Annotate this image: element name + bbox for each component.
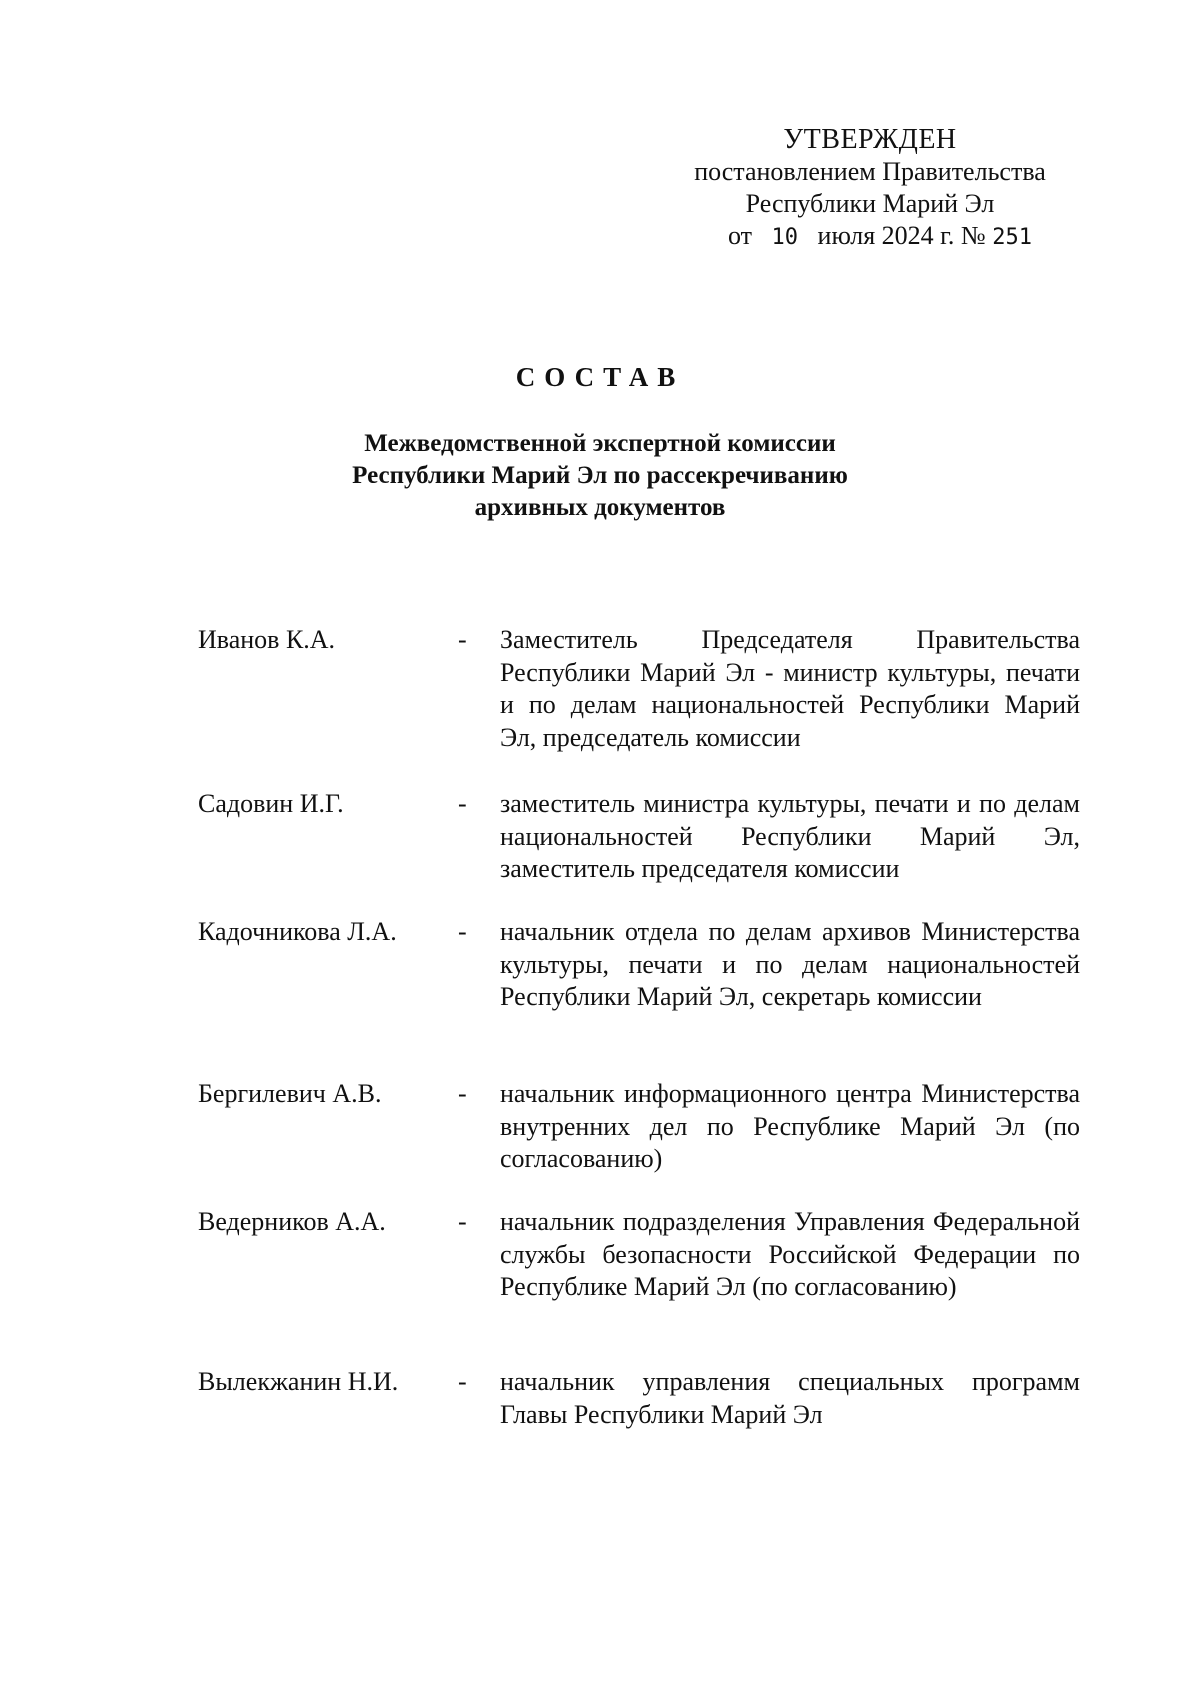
document-number: 251: [992, 225, 1032, 250]
subtitle-line-2: Республики Марий Эл по рассекречиванию: [352, 462, 848, 489]
approval-line-2: Республики Марий Эл: [745, 189, 995, 218]
document-subtitle: [300, 428, 900, 524]
approval-stamp: [650, 124, 1090, 254]
date-day: 10: [771, 225, 799, 250]
subtitle-line-3: архивных документов: [474, 494, 726, 521]
member-name: Бергилевич А.В.: [198, 1079, 382, 1108]
member-name: Иванов К.А.: [198, 625, 336, 654]
member-name: Вылекжанин Н.И.: [198, 1367, 399, 1396]
member-role: начальник управления специальных программ Главы Республики Марий Эл: [500, 1367, 1080, 1429]
member-role: начальник подразделения Управления Федеральной службы безопасности Российской Федерации по Республике Марий Эл (по согласованию): [500, 1207, 1080, 1301]
member-name: Садовин И.Г.: [198, 789, 344, 818]
date-prefix: от: [728, 221, 753, 250]
member-dash: -: [458, 1207, 467, 1236]
member-dash: -: [458, 1367, 467, 1396]
approval-line-1: постановлением Правительства: [694, 157, 1046, 186]
member-dash: -: [458, 625, 467, 654]
member-name: Ведерников А.А.: [198, 1207, 386, 1236]
member-dash: -: [458, 789, 467, 818]
member-dash: -: [458, 917, 467, 946]
subtitle-line-1: Межведомственной экспертной комиссии: [364, 430, 836, 457]
member-dash: -: [458, 1079, 467, 1108]
member-role: начальник отдела по делам архивов Министерства культуры, печати и по делам национальностей Республики Марий Эл, секретарь комиссии: [500, 917, 1080, 1011]
approval-date-line: [650, 220, 1090, 254]
member-role: начальник информационного центра Министерства внутренних дел по Республике Марий Эл (по согласованию): [500, 1079, 1080, 1173]
member-role: Заместитель Председателя Правительства Республики Марий Эл - министр культуры, печати и по делам национальностей Республики Марий Эл, председатель комиссии: [500, 625, 1080, 752]
member-role: заместитель министра культуры, печати и по делам национальностей Республики Марий Эл, заместитель председателя комиссии: [500, 789, 1080, 883]
member-name: Кадочникова Л.А.: [198, 917, 397, 946]
approved-heading: УТВЕРЖДЕН: [783, 124, 957, 155]
date-month-year: июля 2024 г. №: [817, 221, 986, 250]
document-title: СОСТАВ: [515, 362, 685, 392]
approval-date: [708, 220, 1032, 254]
